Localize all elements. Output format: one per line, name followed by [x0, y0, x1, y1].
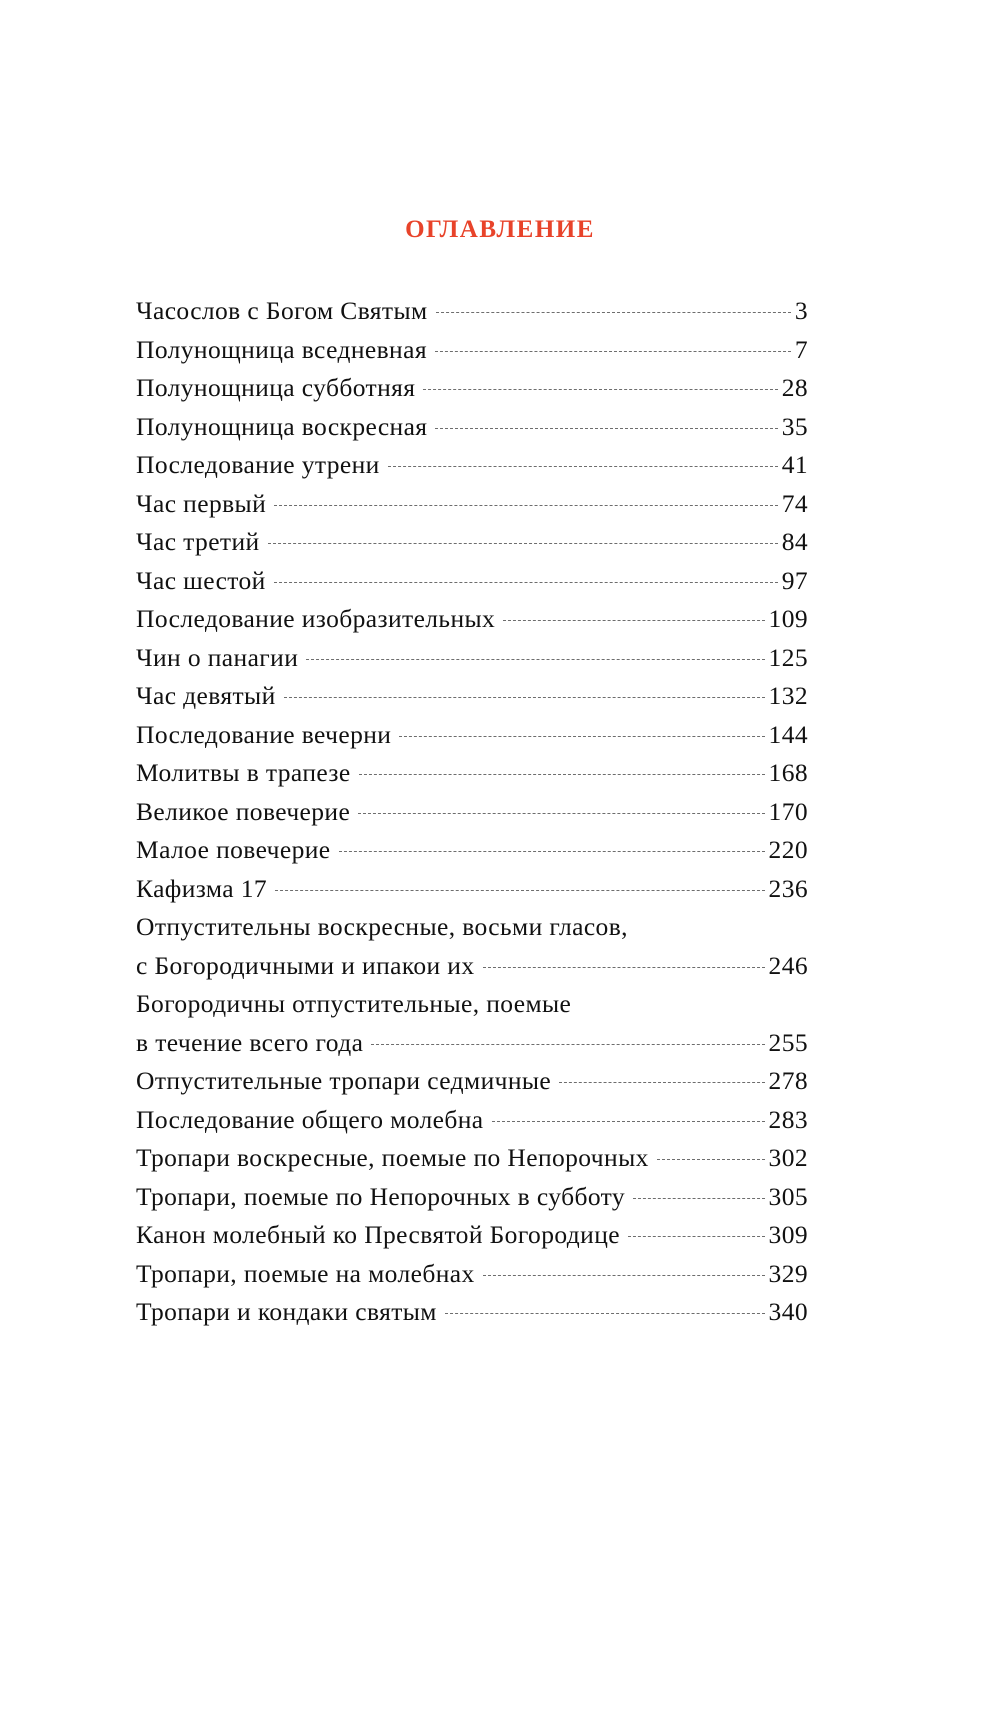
toc-entry-page-number: 28	[781, 373, 808, 402]
toc-entry-page-number: 278	[768, 1066, 808, 1095]
toc-entry-page-number: 144	[768, 719, 808, 749]
toc-entry-page-number: 125	[768, 642, 808, 672]
toc-entry[interactable]	[136, 1024, 808, 1063]
toc-entry-label: Отпустительные тропари седмичные	[136, 1066, 552, 1095]
toc-entry[interactable]	[136, 1062, 808, 1101]
toc-entry-label: Час девятый	[136, 681, 276, 710]
toc-entry-page-number: 329	[768, 1258, 808, 1288]
toc-leader-dots	[275, 889, 765, 891]
toc-entry-page-number: 7	[794, 334, 808, 364]
toc-entry-label: Последование общего молебна	[136, 1104, 484, 1134]
toc-leader-dots	[492, 1120, 765, 1122]
toc-entry[interactable]	[136, 369, 808, 408]
toc-leader-dots	[436, 311, 791, 313]
toc-entry-page-number: 246	[768, 950, 808, 980]
toc-leader-dots	[423, 388, 777, 390]
toc-leader-dots	[628, 1235, 765, 1237]
toc-entry-page-number: 302	[768, 1143, 808, 1172]
toc-entry-label: Полунощница воскресная	[136, 411, 428, 441]
toc-entry[interactable]	[136, 1255, 808, 1294]
toc-entry-label: Тропари воскресные, поемые по Непорочных	[136, 1143, 649, 1172]
table-of-contents-list	[136, 292, 808, 1332]
toc-entry[interactable]	[136, 985, 808, 1024]
toc-entry-label: с Богородичными и ипакои их	[136, 950, 475, 980]
toc-entry-page-number: 132	[768, 681, 808, 710]
toc-entry[interactable]	[136, 408, 808, 447]
toc-entry[interactable]	[136, 1139, 808, 1178]
page-title: ОГЛАВЛЕНИЕ	[405, 216, 595, 243]
toc-leader-dots	[559, 1081, 764, 1083]
toc-entry[interactable]	[136, 1101, 808, 1140]
toc-leader-dots	[371, 1043, 764, 1045]
toc-entry-page-number: 283	[768, 1104, 808, 1134]
toc-entry-label: Чин о панагии	[136, 642, 299, 672]
toc-entry[interactable]	[136, 793, 808, 832]
toc-leader-dots	[445, 1312, 765, 1314]
toc-entry[interactable]	[136, 754, 808, 793]
toc-entry-page-number: 74	[781, 488, 808, 518]
toc-entry-label: Полунощница вседневная	[136, 334, 427, 364]
toc-entry-label: Час шестой	[136, 565, 266, 595]
toc-entry-label: Кафизма 17	[136, 873, 268, 903]
toc-entry[interactable]	[136, 1216, 808, 1255]
toc-entry-page-number: 97	[781, 565, 808, 595]
toc-entry-label: Малое повечерие	[136, 835, 331, 864]
toc-entry[interactable]	[136, 523, 808, 562]
toc-entry[interactable]	[136, 562, 808, 601]
toc-entry[interactable]	[136, 716, 808, 755]
toc-entry[interactable]	[136, 831, 808, 870]
toc-entry-page-number: 236	[768, 873, 808, 903]
toc-leader-dots	[359, 773, 765, 775]
toc-entry-label: Канон молебный ко Пресвятой Богородице	[136, 1220, 620, 1249]
toc-entry-label: Час первый	[136, 488, 267, 518]
toc-leader-dots	[306, 658, 764, 660]
toc-entry-page-number: 109	[768, 604, 808, 633]
toc-leader-dots	[358, 812, 764, 814]
toc-entry-page-number: 255	[768, 1027, 808, 1057]
toc-entry[interactable]	[136, 446, 808, 485]
toc-leader-dots	[339, 850, 765, 852]
toc-entry-label: Полунощница субботняя	[136, 373, 416, 402]
toc-entry-page-number: 305	[768, 1181, 808, 1211]
toc-entry-page-number: 84	[781, 527, 808, 556]
toc-entry-label: Последование изобразительных	[136, 604, 496, 633]
toc-leader-dots	[483, 966, 765, 968]
toc-entry-label: Часослов с Богом Святым	[136, 296, 428, 325]
toc-entry[interactable]	[136, 292, 808, 331]
toc-leader-dots	[274, 581, 778, 583]
toc-entry[interactable]	[136, 331, 808, 370]
toc-entry-label: Тропари, поемые по Непорочных в субботу	[136, 1181, 626, 1211]
toc-entry-page-number: 170	[768, 796, 808, 826]
toc-entry[interactable]	[136, 677, 808, 716]
toc-entry-label: Последование вечерни	[136, 719, 392, 749]
toc-entry[interactable]	[136, 639, 808, 678]
toc-leader-dots	[435, 427, 777, 429]
toc-entry[interactable]	[136, 1293, 808, 1332]
toc-entry-label: Великое повечерие	[136, 796, 351, 826]
toc-entry[interactable]	[136, 870, 808, 909]
toc-entry-label: Последование утрени	[136, 450, 380, 479]
toc-leader-dots	[483, 1274, 765, 1276]
toc-entry-label: Отпустительны воскресные, восьми гласов,	[136, 912, 628, 941]
toc-entry-label: Богородичны отпустительные, поемые	[136, 989, 572, 1018]
toc-entry-page-number: 3	[794, 296, 808, 325]
toc-entry[interactable]	[136, 600, 808, 639]
toc-leader-dots	[268, 542, 778, 544]
toc-entry-page-number: 220	[768, 835, 808, 864]
toc-leader-dots	[399, 735, 764, 737]
toc-entry-page-number: 340	[768, 1297, 808, 1326]
toc-entry-label: Час третий	[136, 527, 260, 556]
toc-entry[interactable]	[136, 485, 808, 524]
toc-leader-dots	[274, 504, 778, 506]
toc-entry-page-number: 35	[781, 411, 808, 441]
toc-entry-label: Тропари и кондаки святым	[136, 1297, 437, 1326]
toc-leader-dots	[503, 619, 764, 621]
toc-leader-dots	[284, 696, 765, 698]
toc-entry-page-number: 41	[781, 450, 808, 479]
toc-leader-dots	[657, 1158, 765, 1160]
toc-entry[interactable]	[136, 1178, 808, 1217]
toc-entry-label: в течение всего года	[136, 1027, 364, 1057]
toc-leader-dots	[435, 350, 791, 352]
toc-entry-page-number: 168	[768, 758, 808, 787]
toc-entry[interactable]	[136, 908, 808, 947]
toc-entry-label: Тропари, поемые на молебнах	[136, 1258, 475, 1288]
toc-entry-page-number: 309	[768, 1220, 808, 1249]
toc-leader-dots	[388, 465, 778, 467]
toc-entry-label: Молитвы в трапезе	[136, 758, 351, 787]
toc-leader-dots	[633, 1197, 765, 1199]
toc-entry[interactable]	[136, 947, 808, 986]
